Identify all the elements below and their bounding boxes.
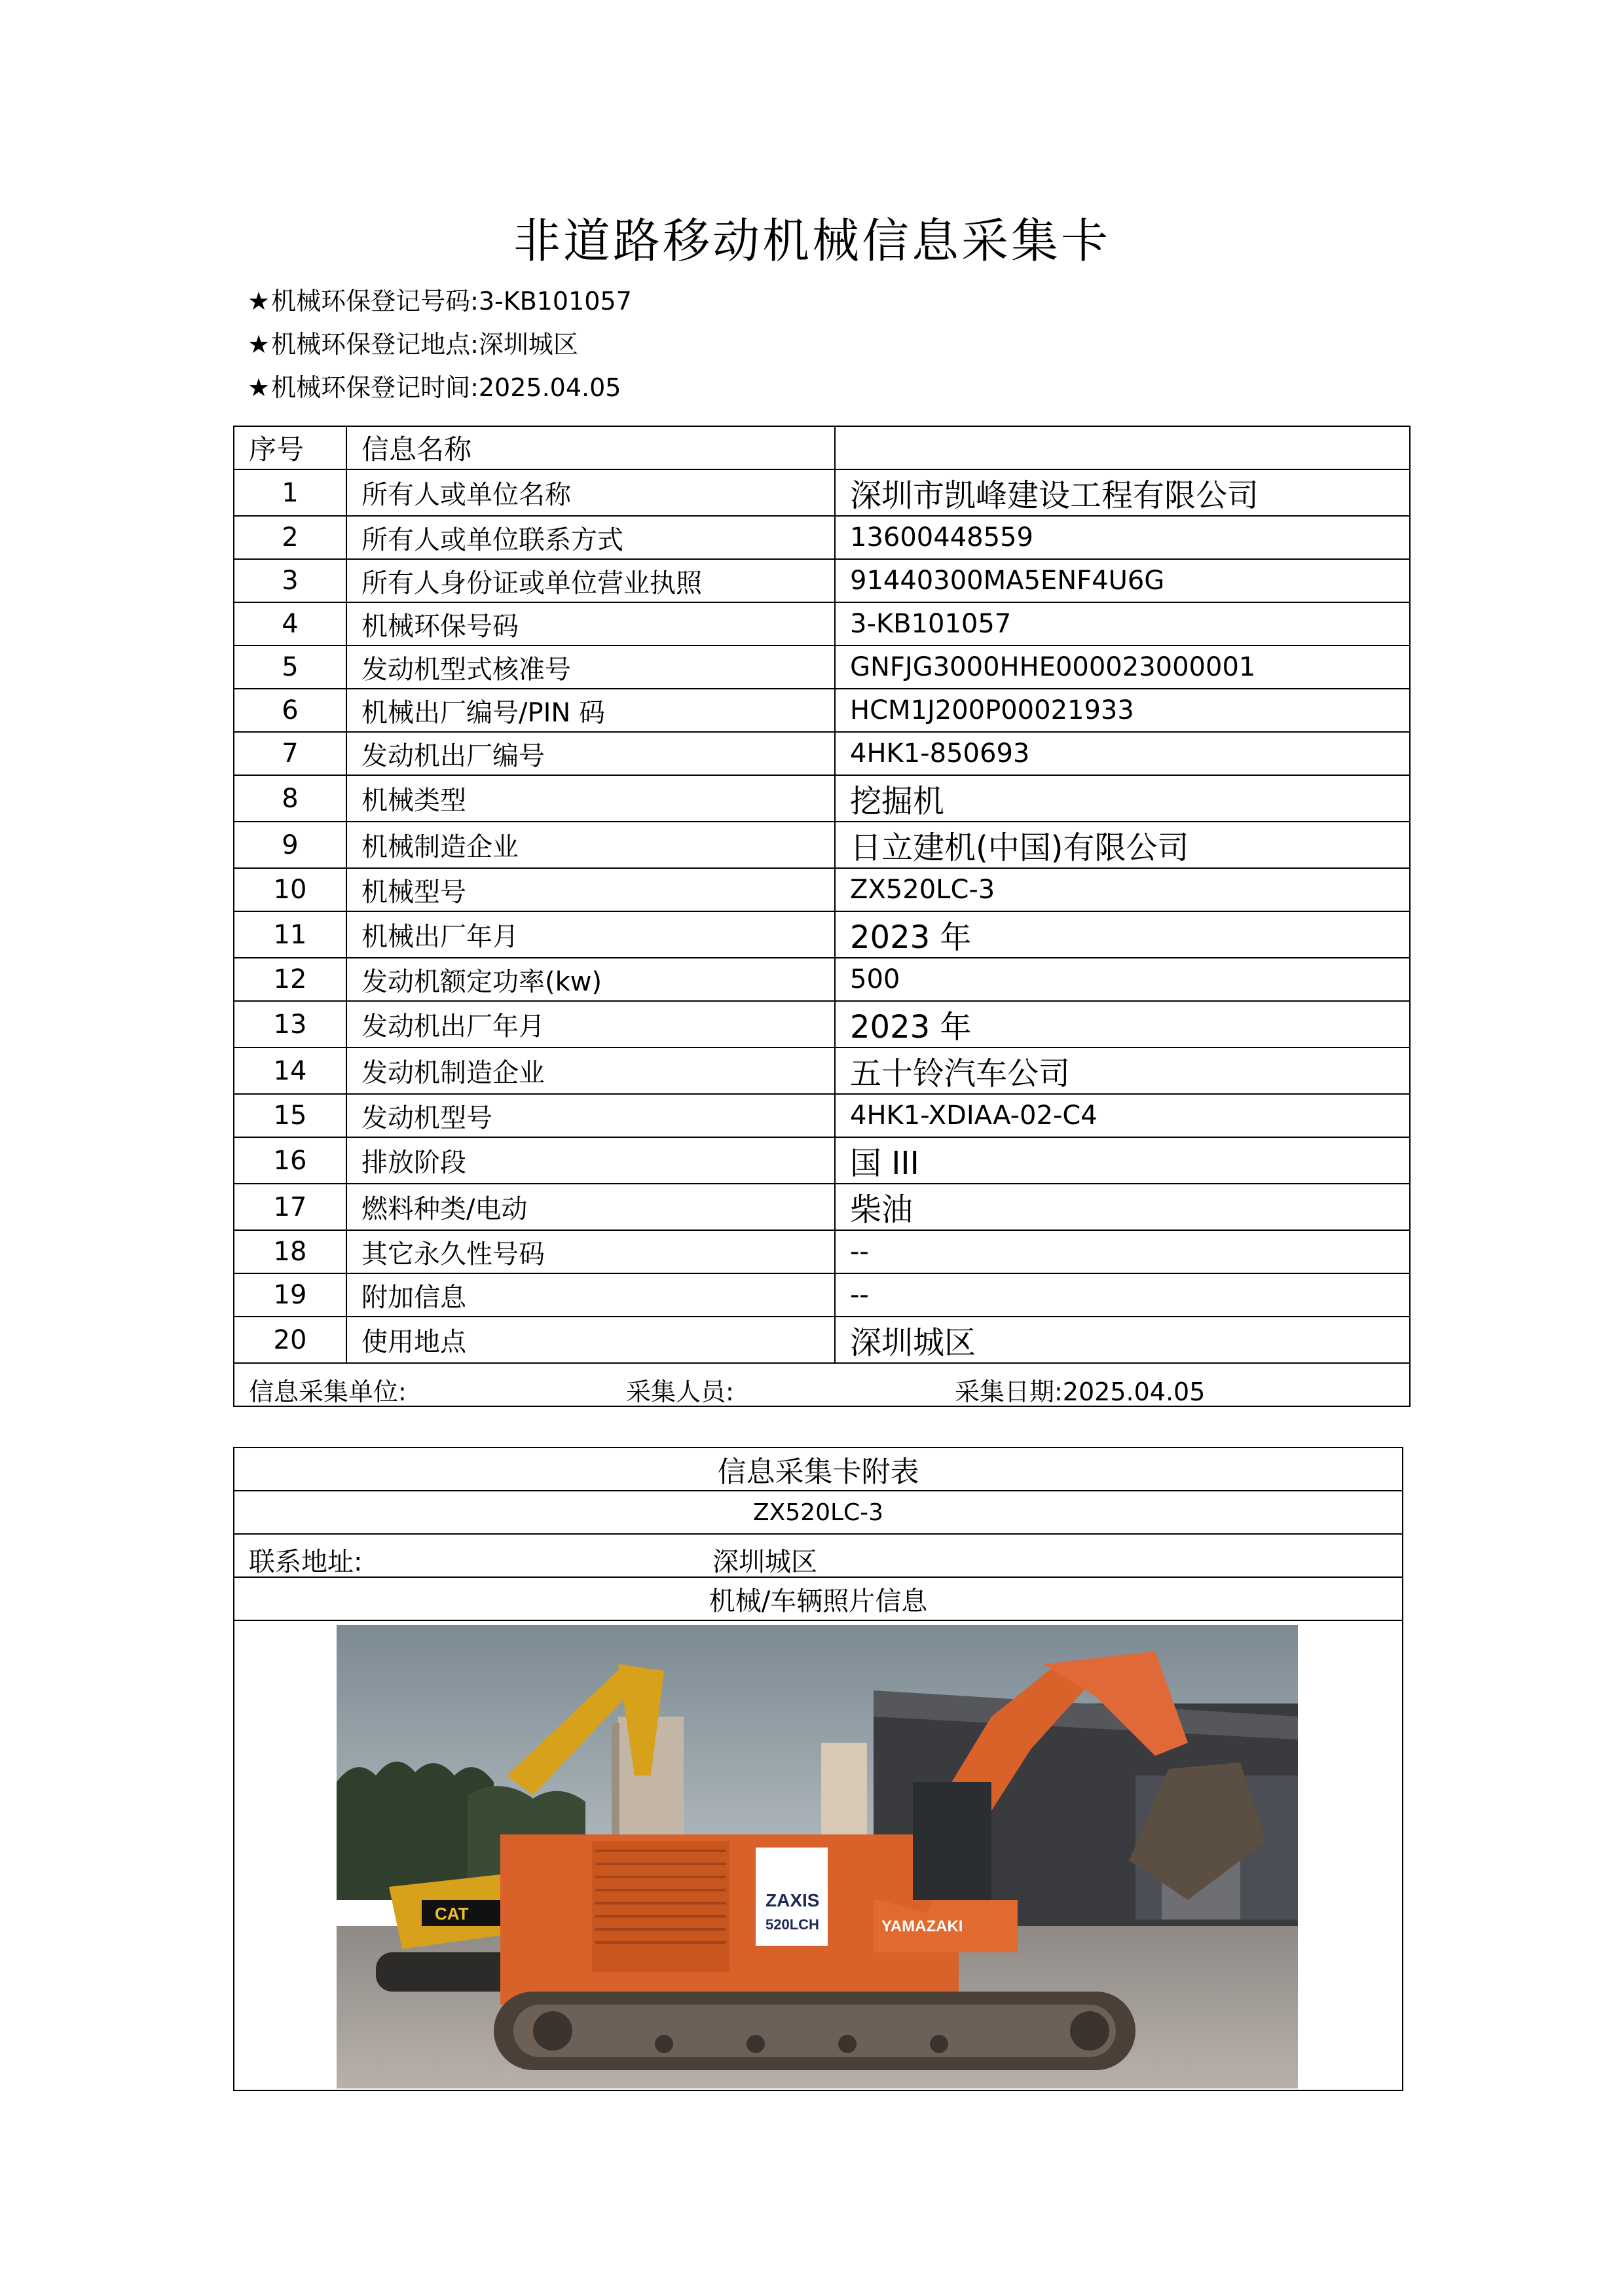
row-label: 排放阶段 xyxy=(346,1137,835,1184)
row-value: 91440300MA5ENF4U6G xyxy=(835,559,1410,602)
table-row xyxy=(234,1273,1410,1317)
row-value: 500 xyxy=(835,958,1410,1001)
photo-label-model: 520LCH xyxy=(766,1916,819,1933)
row-index: 16 xyxy=(234,1137,346,1184)
row-label: 使用地点 xyxy=(346,1317,835,1363)
row-label: 机械出厂编号/PIN 码 xyxy=(346,689,835,732)
row-label: 发动机出厂编号 xyxy=(346,732,835,775)
table-footer-row xyxy=(234,1363,1410,1406)
row-index: 19 xyxy=(234,1273,346,1317)
table-row xyxy=(234,1137,1410,1184)
row-value: 国 III xyxy=(835,1137,1410,1184)
row-value: 柴油 xyxy=(835,1184,1410,1230)
table-row xyxy=(234,1048,1410,1094)
row-index: 20 xyxy=(234,1317,346,1363)
row-value: 13600448559 xyxy=(835,516,1410,559)
row-label: 燃料种类/电动 xyxy=(346,1184,835,1230)
photo-label-zaxis: ZAXIS xyxy=(766,1890,820,1910)
header-name: 信息名称 xyxy=(346,426,835,469)
row-label: 所有人身份证或单位营业执照 xyxy=(346,559,835,602)
attachment-model: ZX520LC-3 xyxy=(234,1491,1403,1534)
table-row xyxy=(234,1317,1410,1363)
row-label: 发动机额定功率(kw) xyxy=(346,958,835,1001)
registration-location: ★机械环保登记地点:深圳城区 xyxy=(248,330,578,359)
collection-footer xyxy=(234,1363,1410,1406)
row-value: 深圳城区 xyxy=(835,1317,1410,1363)
photo-cell xyxy=(234,1620,1403,2090)
row-label: 机械型号 xyxy=(346,868,835,911)
row-value: -- xyxy=(835,1230,1410,1273)
row-index: 3 xyxy=(234,559,346,602)
header-value xyxy=(835,426,1410,469)
row-index: 17 xyxy=(234,1184,346,1230)
row-index: 18 xyxy=(234,1230,346,1273)
row-index: 5 xyxy=(234,646,346,689)
collection-staff-label: 采集人员: xyxy=(626,1377,734,1406)
table-row xyxy=(234,822,1410,868)
row-index: 4 xyxy=(234,602,346,646)
row-index: 12 xyxy=(234,958,346,1001)
table-row xyxy=(234,732,1410,775)
row-index: 2 xyxy=(234,516,346,559)
photo-section-title: 机械/车辆照片信息 xyxy=(234,1577,1403,1620)
table-row xyxy=(234,1001,1410,1048)
row-index: 7 xyxy=(234,732,346,775)
table-row xyxy=(234,868,1410,911)
attachment-table xyxy=(233,1447,1403,2091)
contact-address-row xyxy=(234,1534,1403,1577)
row-label: 发动机出厂年月 xyxy=(346,1001,835,1048)
table-row xyxy=(234,958,1410,1001)
table-row xyxy=(234,689,1410,732)
row-label: 发动机型号 xyxy=(346,1094,835,1137)
row-label: 发动机制造企业 xyxy=(346,1048,835,1094)
collection-date-label: 采集日期:2025.04.05 xyxy=(955,1377,1206,1406)
row-label: 机械环保号码 xyxy=(346,602,835,646)
registration-number: ★机械环保登记号码:3-KB101057 xyxy=(248,287,632,316)
row-value: -- xyxy=(835,1273,1410,1317)
table-row xyxy=(234,775,1410,822)
table-row xyxy=(234,516,1410,559)
row-label: 附加信息 xyxy=(346,1273,835,1317)
row-label: 机械类型 xyxy=(346,775,835,822)
row-index: 10 xyxy=(234,868,346,911)
machine-photo xyxy=(337,1625,1298,2088)
row-index: 1 xyxy=(234,469,346,516)
row-value: 2023 年 xyxy=(835,911,1410,958)
row-value: HCM1J200P00021933 xyxy=(835,689,1410,732)
document-title: 非道路移动机械信息采集卡 xyxy=(513,213,1111,268)
row-value: 2023 年 xyxy=(835,1001,1410,1048)
row-label: 发动机型式核准号 xyxy=(346,646,835,689)
row-index: 14 xyxy=(234,1048,346,1094)
row-label: 所有人或单位联系方式 xyxy=(346,516,835,559)
row-value: 挖掘机 xyxy=(835,775,1410,822)
table-header-row xyxy=(234,426,1410,469)
contact-address-value: 深圳城区 xyxy=(712,1547,817,1577)
table-row xyxy=(234,602,1410,646)
registration-time: ★机械环保登记时间:2025.04.05 xyxy=(248,373,621,402)
row-value: 4HK1-850693 xyxy=(835,732,1410,775)
header-index: 序号 xyxy=(234,426,346,469)
table-row xyxy=(234,559,1410,602)
row-label: 机械出厂年月 xyxy=(346,911,835,958)
row-value: ZX520LC-3 xyxy=(835,868,1410,911)
row-index: 9 xyxy=(234,822,346,868)
table-row xyxy=(234,1094,1410,1137)
row-label: 所有人或单位名称 xyxy=(346,469,835,516)
attachment-title: 信息采集卡附表 xyxy=(234,1448,1403,1491)
contact-address-label: 联系地址: xyxy=(249,1547,363,1577)
info-table xyxy=(233,426,1411,1407)
table-row xyxy=(234,469,1410,516)
row-value: 日立建机(中国)有限公司 xyxy=(835,822,1410,868)
row-index: 15 xyxy=(234,1094,346,1137)
row-value: 3-KB101057 xyxy=(835,602,1410,646)
photo-label-cat: CAT xyxy=(435,1904,469,1923)
row-label: 机械制造企业 xyxy=(346,822,835,868)
row-index: 11 xyxy=(234,911,346,958)
row-value: GNFJG3000HHE000023000001 xyxy=(835,646,1410,689)
table-row xyxy=(234,911,1410,958)
row-index: 13 xyxy=(234,1001,346,1048)
row-value: 4HK1-XDIAA-02-C4 xyxy=(835,1094,1410,1137)
table-row xyxy=(234,1230,1410,1273)
photo-label-yamazaki: YAMAZAKI xyxy=(881,1918,963,1935)
row-index: 8 xyxy=(234,775,346,822)
row-value: 深圳市凯峰建设工程有限公司 xyxy=(835,469,1410,516)
row-value: 五十铃汽车公司 xyxy=(835,1048,1410,1094)
table-row xyxy=(234,646,1410,689)
row-label: 其它永久性号码 xyxy=(346,1230,835,1273)
collection-unit-label: 信息采集单位: xyxy=(249,1377,407,1406)
row-index: 6 xyxy=(234,689,346,732)
table-row xyxy=(234,1184,1410,1230)
